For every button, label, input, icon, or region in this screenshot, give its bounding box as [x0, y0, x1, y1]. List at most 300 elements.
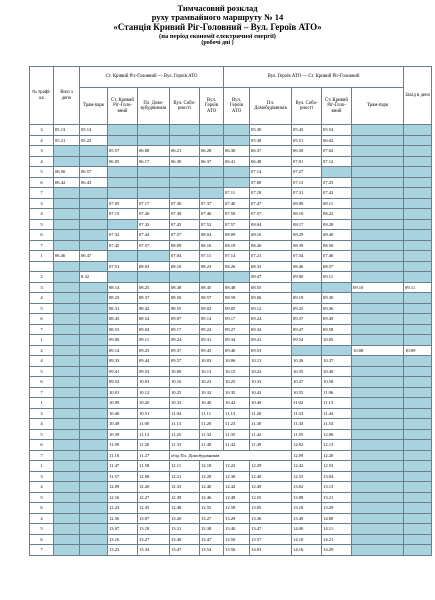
header-a-col: Пл. Дово-вубудівників — [138, 88, 170, 125]
time-cell — [108, 177, 138, 188]
time-cell: 06.30 — [170, 156, 200, 167]
time-cell: 05.14 — [80, 125, 108, 136]
time-cell — [404, 240, 432, 251]
time-cell: 08.04 — [250, 219, 292, 230]
time-cell — [404, 387, 432, 398]
time-cell: 09.34 — [250, 324, 292, 335]
time-cell — [352, 408, 404, 419]
time-cell: 07.26 — [138, 209, 170, 220]
time-cell — [80, 282, 108, 293]
time-cell: 11.20 — [138, 440, 170, 451]
time-cell — [352, 440, 404, 451]
trip-number-cell: 3 — [30, 282, 54, 293]
time-cell — [54, 335, 80, 346]
time-cell: 08.14 — [108, 282, 138, 293]
time-cell: 07.15 — [108, 209, 138, 220]
trip-number-cell: 3 — [30, 125, 54, 136]
time-cell — [80, 513, 108, 524]
time-cell — [80, 503, 108, 514]
time-cell — [404, 335, 432, 346]
time-cell — [352, 146, 404, 157]
time-cell: 11.00 — [138, 419, 170, 430]
header-group-a: Ст. Кривий Ріг-Головний — Вул. Героїв АТО — [80, 67, 224, 88]
trip-number-cell: 6 — [30, 503, 54, 514]
header-a-col: Вул. Героїв АТО — [200, 88, 224, 125]
time-cell: 12.55 — [200, 503, 224, 514]
time-cell — [224, 125, 250, 136]
time-cell — [54, 534, 80, 545]
trip-number-cell: 4 — [30, 293, 54, 304]
time-cell: 11.58 — [138, 461, 170, 472]
time-cell — [54, 146, 80, 157]
time-cell — [54, 408, 80, 419]
time-cell: 13.47 — [170, 545, 200, 556]
time-cell — [54, 398, 80, 409]
time-cell — [138, 188, 170, 199]
time-cell — [404, 545, 432, 556]
time-cell: 13.07 — [108, 524, 138, 535]
header-b-col: Вул. Героїв АТО — [224, 88, 250, 125]
time-cell: 08.16 — [170, 261, 200, 272]
trip-number-cell: 5 — [30, 219, 54, 230]
time-cell — [224, 167, 250, 178]
time-cell: 13.36 — [250, 513, 292, 524]
time-cell — [404, 513, 432, 524]
time-cell: 11.13 — [224, 408, 250, 419]
time-cell: 08.46 — [292, 261, 322, 272]
time-cell: 12.40 — [200, 482, 224, 493]
time-cell: 05.38 — [250, 135, 292, 146]
time-cell: 10.42 — [250, 387, 292, 398]
header-trip-no: № трафі-ка — [30, 67, 54, 125]
time-cell — [54, 471, 80, 482]
time-cell: 07.13 — [292, 177, 322, 188]
time-cell: 05.22 — [80, 135, 108, 146]
time-cell: 10.15 — [224, 366, 250, 377]
table-row — [30, 408, 432, 419]
time-cell: 08.40 — [322, 230, 352, 241]
time-cell: 09.24 — [200, 324, 224, 335]
time-cell — [404, 408, 432, 419]
time-cell: 10.51 — [138, 408, 170, 419]
time-cell — [54, 293, 80, 304]
time-cell: 05.54 — [322, 125, 352, 136]
time-cell: 11.33 — [292, 408, 322, 419]
trip-number-cell: 5 — [30, 303, 54, 314]
time-cell: 08.31 — [108, 303, 138, 314]
time-cell: 10.05 — [322, 335, 352, 346]
trip-number-cell: 2 — [30, 345, 54, 356]
time-cell — [352, 335, 404, 346]
time-cell — [54, 209, 80, 220]
time-cell: 10.23 — [200, 377, 224, 388]
header-a-col: Ст. Кривий Ріг-Голо-вний — [108, 88, 138, 125]
time-cell — [54, 450, 80, 461]
time-cell — [352, 524, 404, 535]
time-cell: 10.26 — [292, 356, 322, 367]
time-cell: 14.10 — [292, 534, 322, 545]
trip-number-cell: 5 — [30, 366, 54, 377]
table-row — [30, 345, 432, 356]
header-depot-exit: Вихі з депо — [54, 67, 80, 125]
time-cell: 08.09 — [170, 240, 200, 251]
time-cell: 07.37 — [200, 198, 224, 209]
time-cell: 10.42 — [224, 398, 250, 409]
time-cell: 08.09 — [224, 230, 250, 241]
header-depot-return: Захід в депо — [404, 67, 432, 125]
time-cell: 07.05 — [108, 198, 138, 209]
time-cell: 13.49 — [292, 513, 322, 524]
time-cell — [404, 324, 432, 335]
time-cell: 10.22 — [250, 366, 292, 377]
time-cell: 12.20 — [322, 450, 352, 461]
time-cell: 06.05 — [108, 156, 138, 167]
time-cell — [404, 461, 432, 472]
time-cell: 09.41 — [108, 366, 138, 377]
time-cell: 12.42 — [292, 461, 322, 472]
title-line-2: руху трамвайного маршруту № 14 — [151, 12, 284, 23]
time-cell: 08.04 — [200, 230, 224, 241]
time-cell — [352, 398, 404, 409]
time-cell — [138, 135, 170, 146]
note-cell: обід Пл. Домобудівників — [170, 450, 292, 461]
time-cell — [80, 219, 108, 230]
time-cell — [352, 251, 404, 262]
table-row — [30, 188, 432, 199]
time-cell: 08.23 — [200, 261, 224, 272]
time-cell: 09.41 — [250, 335, 292, 346]
time-cell: 10.40 — [108, 408, 138, 419]
time-cell — [404, 356, 432, 367]
trip-number-cell: 4 — [30, 482, 54, 493]
time-cell: 12.16 — [108, 492, 138, 503]
time-cell — [108, 219, 138, 230]
time-cell: 09.05 — [224, 303, 250, 314]
time-cell — [54, 503, 80, 514]
time-cell: 06.47 — [80, 251, 108, 262]
time-cell: 06.42 — [54, 177, 80, 188]
time-cell: 08.22 — [322, 209, 352, 220]
time-cell: 07.46 — [322, 251, 352, 262]
time-cell: 06.08 — [138, 146, 170, 157]
time-cell — [54, 482, 80, 493]
time-cell — [54, 440, 80, 451]
time-cell: 06.28 — [200, 146, 224, 157]
time-cell: 13.27 — [138, 534, 170, 545]
time-cell — [54, 303, 80, 314]
table-row — [30, 230, 432, 241]
time-cell: 07.12 — [322, 156, 352, 167]
time-cell — [54, 366, 80, 377]
time-cell: 08.42 — [138, 303, 170, 314]
time-cell — [54, 198, 80, 209]
time-cell: 07.57 — [138, 240, 170, 251]
time-cell — [80, 408, 108, 419]
trip-number-cell: 6 — [30, 314, 54, 325]
schedule-table — [29, 66, 432, 556]
time-cell: 08.03 — [138, 261, 170, 272]
time-cell: 14.03 — [250, 545, 292, 556]
time-cell: 12.33 — [170, 482, 200, 493]
time-cell — [138, 167, 170, 178]
time-cell — [80, 482, 108, 493]
time-cell: 13.31 — [170, 524, 200, 535]
trip-number-cell: 4 — [30, 513, 54, 524]
time-cell — [54, 377, 80, 388]
time-cell: 06.57 — [80, 167, 108, 178]
trip-number-cell: 3 — [30, 198, 54, 209]
time-cell: 09.17 — [170, 324, 200, 335]
time-cell — [80, 440, 108, 451]
time-cell: 11.33 — [170, 440, 200, 451]
time-cell: 10.01 — [108, 387, 138, 398]
time-cell — [138, 251, 170, 262]
table-row — [30, 282, 432, 293]
time-cell — [404, 314, 432, 325]
time-cell: 08.11 — [322, 198, 352, 209]
time-cell: 09.04 — [138, 324, 170, 335]
time-cell: 07.18 — [250, 188, 292, 199]
time-cell — [200, 188, 224, 199]
time-cell — [54, 314, 80, 325]
time-cell: 06.30 — [224, 146, 250, 157]
time-cell: 12.18 — [200, 461, 224, 472]
time-cell: 10.33 — [170, 398, 200, 409]
time-cell — [404, 492, 432, 503]
time-cell: 13.21 — [322, 492, 352, 503]
time-cell: 09.53 — [250, 345, 292, 356]
time-cell: 09.37 — [292, 314, 322, 325]
time-cell: 08.53 — [108, 324, 138, 335]
time-cell — [138, 125, 170, 136]
time-cell — [404, 230, 432, 241]
time-cell: 10.49 — [108, 419, 138, 430]
time-cell: 09.31 — [200, 335, 224, 346]
time-cell: 06.56 — [54, 167, 80, 178]
time-cell: 06.21 — [170, 146, 200, 157]
trip-number-cell: 7 — [30, 324, 54, 335]
time-cell — [352, 387, 404, 398]
time-cell: 10.49 — [250, 398, 292, 409]
time-cell: 06.48 — [250, 156, 292, 167]
time-cell: 08.57 — [322, 261, 352, 272]
table-row — [30, 335, 432, 346]
time-cell — [352, 219, 404, 230]
time-cell: 07.27 — [292, 167, 322, 178]
time-cell: 14.11 — [322, 524, 352, 535]
time-cell: 13.27 — [200, 513, 224, 524]
time-cell: 11.35 — [224, 429, 250, 440]
time-cell: 09.06 — [250, 293, 292, 304]
table-row — [30, 461, 432, 472]
time-cell: 08.55 — [170, 303, 200, 314]
table-row — [30, 261, 432, 272]
time-cell: 09.11 — [138, 335, 170, 346]
time-cell — [352, 471, 404, 482]
time-cell: 11.55 — [292, 429, 322, 440]
table-row — [30, 293, 432, 304]
time-cell: 07.32 — [138, 219, 170, 230]
table-row — [30, 146, 432, 157]
time-cell — [54, 261, 80, 272]
header-a-col: Вул. Собо-рності — [170, 88, 200, 125]
time-cell: 07.17 — [138, 198, 170, 209]
time-cell: 10.06 — [224, 356, 250, 367]
time-cell: 08.50 — [322, 240, 352, 251]
time-cell — [80, 261, 108, 272]
time-cell — [352, 135, 404, 146]
time-cell: 11.57 — [108, 471, 138, 482]
time-cell: 09.57 — [170, 356, 200, 367]
time-cell: 10.33 — [250, 377, 292, 388]
time-cell — [170, 167, 200, 178]
header-b-col: Ст. Кривий Ріг-Голо-вний — [322, 88, 352, 125]
table-row — [30, 450, 432, 461]
time-cell: 12.40 — [250, 471, 292, 482]
time-cell — [352, 167, 404, 178]
time-cell: 07.45 — [170, 219, 200, 230]
time-cell — [404, 450, 432, 461]
trip-number-cell: 3 — [30, 146, 54, 157]
time-cell — [404, 209, 432, 220]
time-cell — [80, 471, 108, 482]
time-cell: 13.20 — [170, 513, 200, 524]
time-cell: 06.43 — [80, 177, 108, 188]
time-cell — [352, 429, 404, 440]
time-cell: 06.17 — [138, 156, 170, 167]
time-cell — [80, 545, 108, 556]
time-cell: 09.24 — [170, 335, 200, 346]
trip-number-cell: 6 — [30, 440, 54, 451]
time-cell — [404, 429, 432, 440]
time-cell — [200, 125, 224, 136]
trip-number-cell: 4 — [30, 419, 54, 430]
time-cell: 12.30 — [224, 471, 250, 482]
time-cell: 10.59 — [108, 429, 138, 440]
time-cell — [352, 293, 404, 304]
time-cell — [54, 156, 80, 167]
time-cell: 09.11 — [322, 272, 352, 283]
time-cell: 10.25 — [170, 387, 200, 398]
trip-number-cell: 5 — [30, 524, 54, 535]
time-cell: 13.04 — [322, 471, 352, 482]
time-cell — [352, 492, 404, 503]
time-cell — [404, 177, 432, 188]
time-cell: 12.13 — [322, 440, 352, 451]
time-cell — [54, 429, 80, 440]
table-row — [30, 534, 432, 545]
time-cell: 07.21 — [250, 251, 292, 262]
trip-number-cell: 7 — [30, 450, 54, 461]
time-cell: 08.19 — [224, 240, 250, 251]
time-cell — [404, 303, 432, 314]
time-cell: 12.55 — [250, 492, 292, 503]
time-cell: 10.35 — [224, 387, 250, 398]
time-cell: 09.07 — [170, 314, 200, 325]
time-cell — [54, 219, 80, 230]
time-cell: 07.14 — [224, 251, 250, 262]
time-cell — [352, 419, 404, 430]
trip-number-cell: 5 — [30, 429, 54, 440]
time-cell: 12.39 — [170, 492, 200, 503]
time-cell — [200, 167, 224, 178]
time-cell — [352, 377, 404, 388]
time-cell: 07.00 — [250, 177, 292, 188]
time-cell: 11.40 — [200, 440, 224, 451]
time-cell: 07.34 — [292, 251, 322, 262]
trip-number-cell: 3 — [30, 408, 54, 419]
time-cell — [170, 125, 200, 136]
time-cell: 09.46 — [224, 345, 250, 356]
time-cell: 09.44 — [138, 356, 170, 367]
time-cell — [80, 387, 108, 398]
time-cell: 13.08 — [292, 492, 322, 503]
time-cell: 12.56 — [108, 513, 138, 524]
table-row — [30, 482, 432, 493]
time-cell: 13.38 — [200, 524, 224, 535]
time-cell: 11.13 — [170, 419, 200, 430]
time-cell: 07.30 — [170, 198, 200, 209]
time-cell — [80, 146, 108, 157]
time-cell: 12.53 — [322, 461, 352, 472]
time-cell — [352, 303, 404, 314]
time-cell — [108, 188, 138, 199]
time-cell: 07.04 — [170, 251, 200, 262]
time-cell: 11.16 — [108, 450, 138, 461]
time-cell: 08.39 — [292, 240, 322, 251]
time-cell — [80, 461, 108, 472]
time-cell: 11.30 — [250, 419, 292, 430]
time-cell: 12.08 — [138, 471, 170, 482]
time-cell — [54, 188, 80, 199]
time-cell: 08.57 — [200, 293, 224, 304]
time-cell: 07.47 — [250, 198, 292, 209]
time-cell — [404, 219, 432, 230]
time-cell — [108, 272, 138, 283]
time-cell — [80, 419, 108, 430]
time-cell — [54, 230, 80, 241]
trip-number-cell: 4 — [30, 209, 54, 220]
time-cell — [200, 177, 224, 188]
time-cell: 11.27 — [138, 450, 170, 461]
time-cell: 09.37 — [170, 345, 200, 356]
time-cell — [224, 272, 250, 283]
time-cell: 09.17 — [224, 314, 250, 325]
time-cell — [352, 513, 404, 524]
table-row — [30, 156, 432, 167]
time-cell — [170, 135, 200, 146]
time-cell — [322, 167, 352, 178]
time-cell: 06.37 — [250, 146, 292, 157]
time-cell: 10.32 — [200, 387, 224, 398]
time-cell: 09.11 — [404, 282, 432, 293]
time-cell: 11.44 — [322, 408, 352, 419]
time-cell — [404, 272, 432, 283]
time-cell — [352, 324, 404, 335]
table-row — [30, 419, 432, 430]
time-cell: 07.51 — [108, 261, 138, 272]
trip-number-cell: 5 — [30, 167, 54, 178]
time-cell — [404, 146, 432, 157]
table-row — [30, 125, 432, 136]
time-cell: 13.50 — [224, 534, 250, 545]
time-cell — [404, 366, 432, 377]
table-row — [30, 135, 432, 146]
time-cell: 09.47 — [292, 324, 322, 335]
time-cell: 11.32 — [200, 429, 224, 440]
schedule-body — [30, 125, 432, 556]
time-cell: 10.13 — [250, 356, 292, 367]
